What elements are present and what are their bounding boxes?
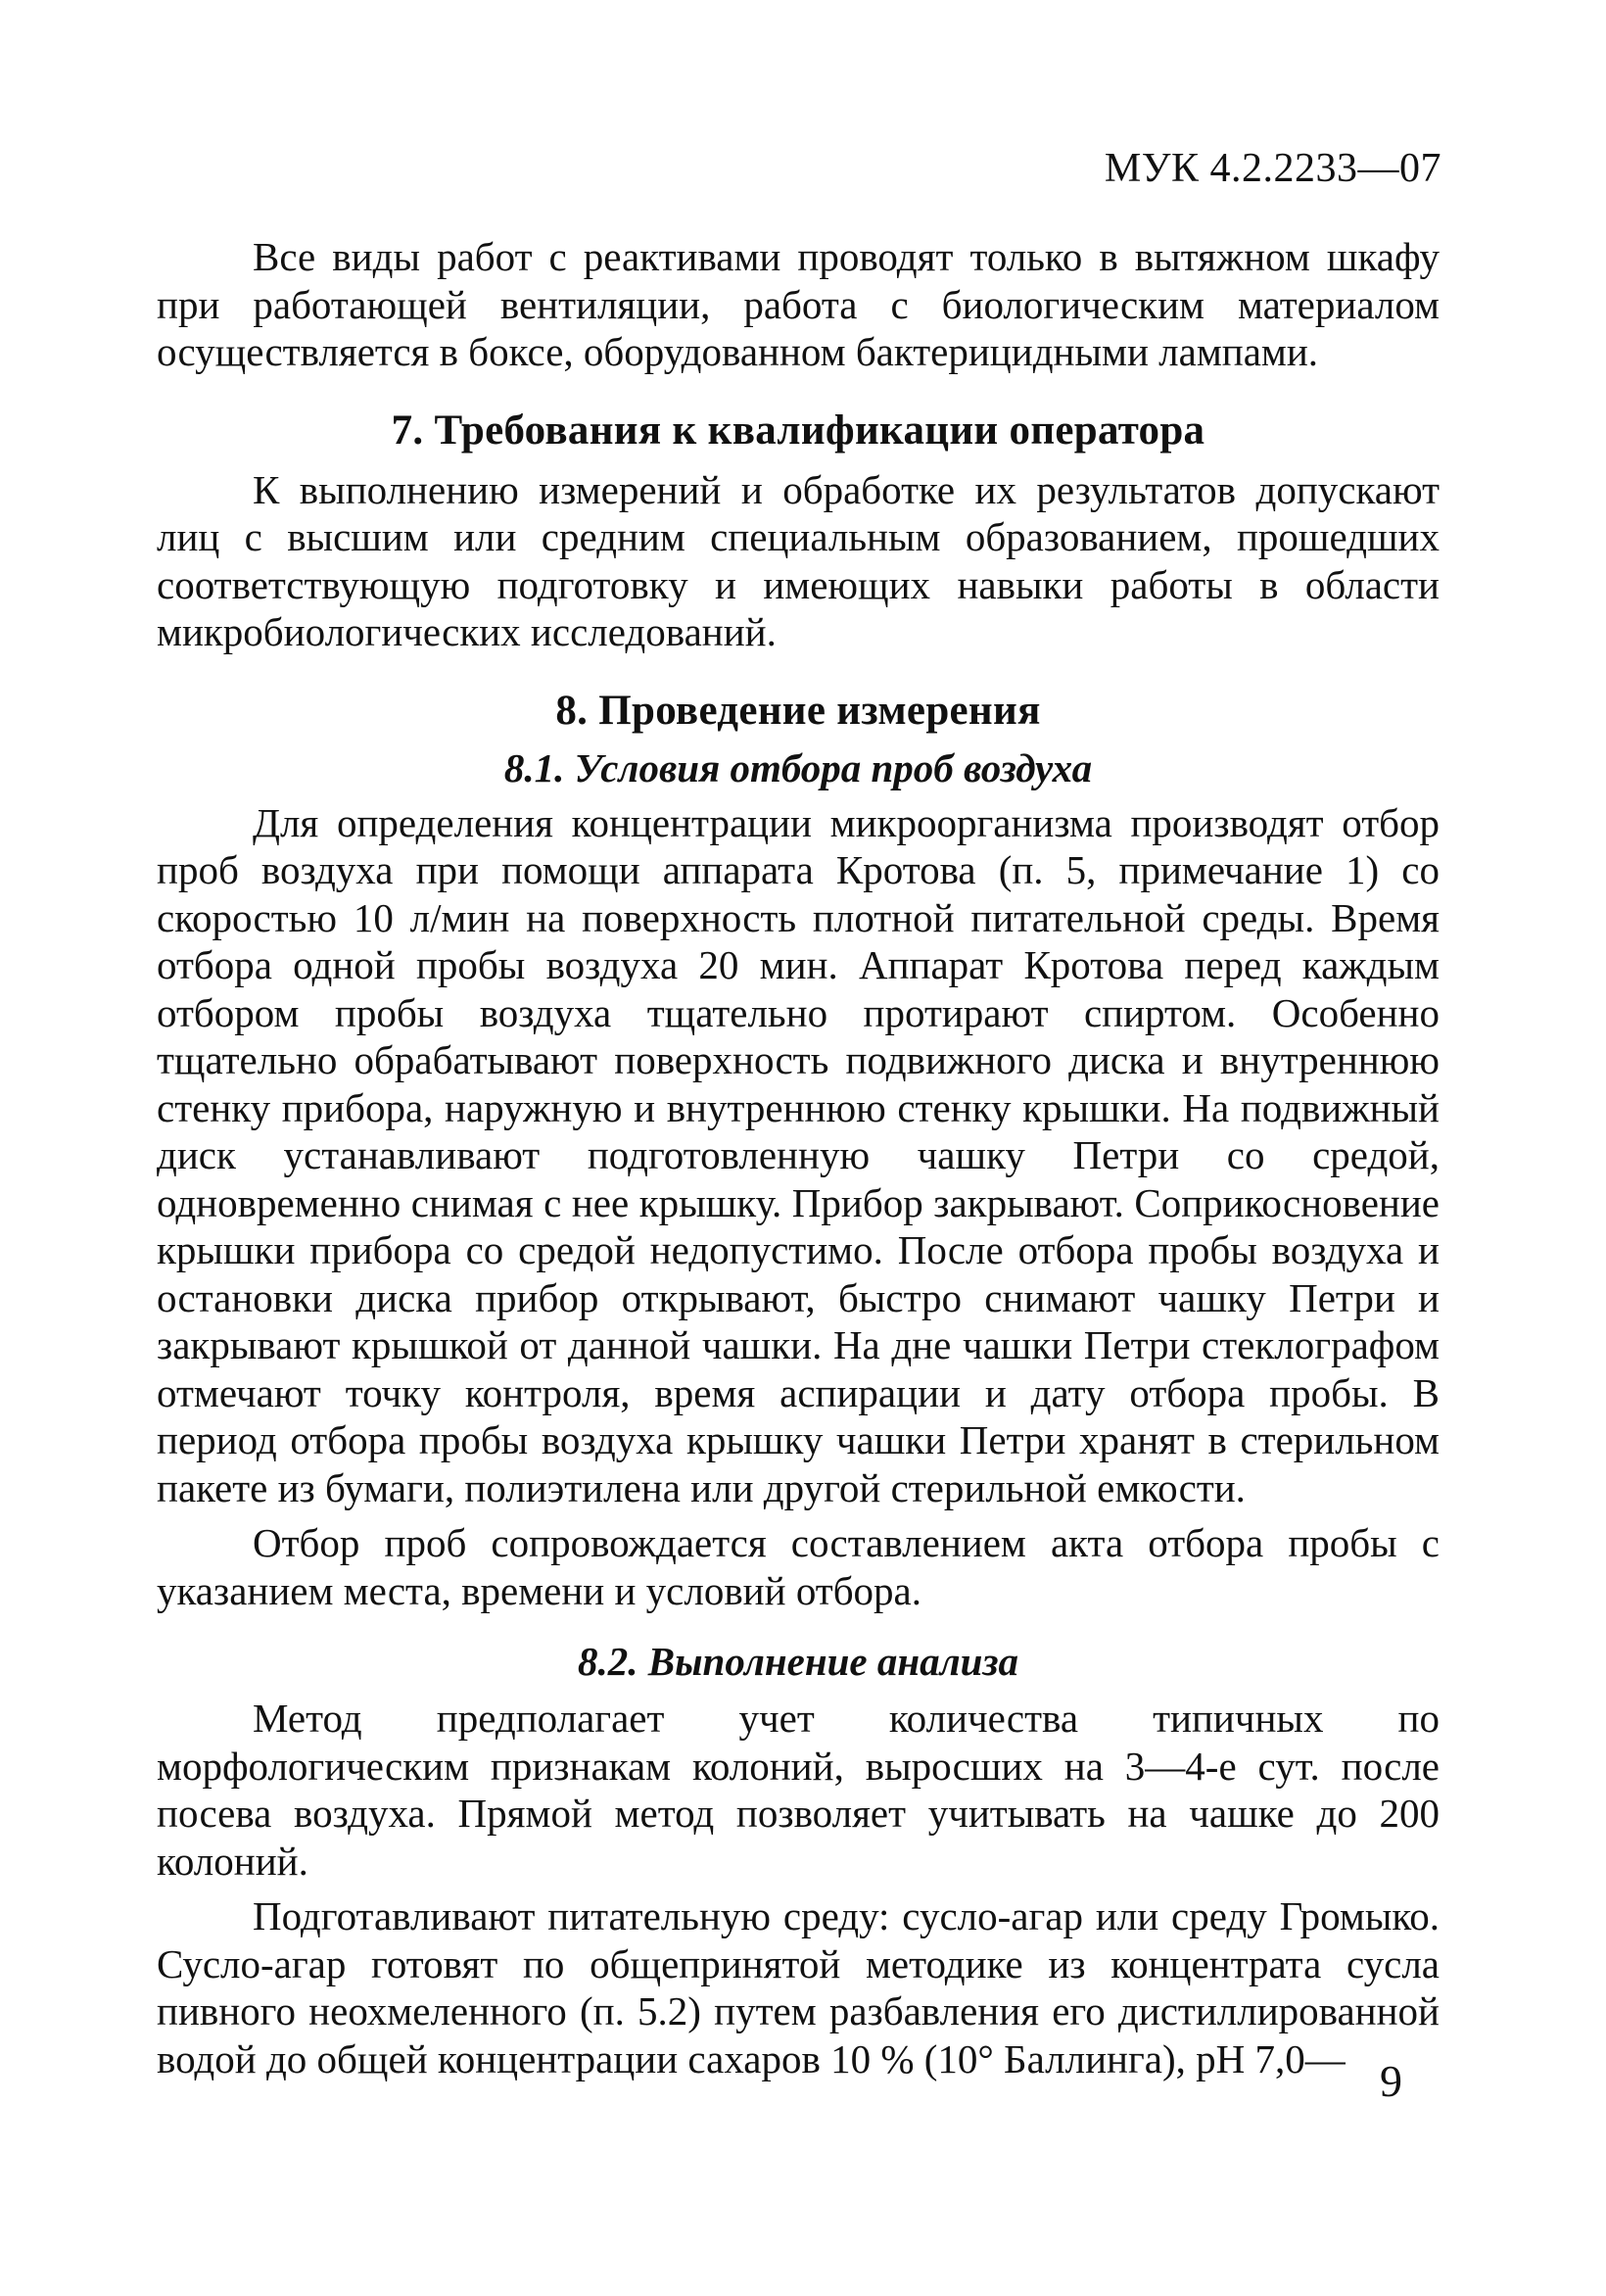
subsection-8-2-paragraph-1: Метод предполагает учет количества типичных по морфологическим признакам колоний, выросших на 3—4-е сут. после посева воздуха. Прямой метод позволяет учитывать на чашке до 200 колоний.: [157, 1696, 1440, 1884]
subsection-8-1-heading: 8.1. Условия отбора проб воздуха: [503, 744, 1093, 790]
page-content: [157, 233, 1440, 2082]
section-7-paragraph: К выполнению измерений и обработке их результатов допускают лиц с высшим или средним специальным образованием, прошедших соответствующую подготовку и имеющих навыки работы в области микробиологических исследований.: [157, 466, 1440, 654]
section-8-heading: 8. Проведение измерения: [555, 687, 1041, 734]
subsection-8-2-heading: 8.2. Выполнение анализа: [578, 1639, 1018, 1684]
subsection-8-1-paragraph-2: Отбор проб сопровождается составлением акта отбора пробы с указанием места, времени и условий отбора.: [157, 1520, 1440, 1613]
page-number: 9: [1380, 2056, 1402, 2106]
section-7-heading: 7. Требования к квалификации оператора: [391, 407, 1205, 454]
document-code-header: МУК 4.2.2233—07: [1104, 146, 1441, 191]
subsection-8-1-paragraph-1: Для определения концентрации микроорганизма производят отбор проб воздуха при помощи аппарата Кротова (п. 5, примечание 1) со скоростью 10 л/мин на поверхность плотной питательной среды. Время отбора одной пробы воздуха 20 мин. Аппарат Кротова перед каждым отбором пробы воздуха тщательно протирают спиртом. Особенно тщательно обрабатывают поверхность подвижного диска и внутреннюю стенку прибора, наружную и внутреннюю стенку крышки. На подвижный диск устанавливают подготовленную чашку Петри со средой, одновременно снимая с нее крышку. Прибор закрывают. Соприкосновение крышки прибора со средой недопустимо. После отбора пробы воздуха и остановки диска прибор открывают, быстро снимают чашку Петри и закрывают крышкой от данной чашки. На дне чашки Петри стеклографом отмечают точку контроля, время аспирации и дату отбора пробы. В период отбора пробы воздуха крышку чашки Петри хранят в стерильном пакете из бумаги, полиэтилена или другой стерильной емкости.: [157, 799, 1440, 1510]
subsection-8-2-paragraph-2: Подготавливают питательную среду: сусло-агар или среду Громыко. Сусло-агар готовят по общепринятой методике из концентрата сусла пивного неохмеленного (п. 5.2) путем разбавления его дистиллированной водой до общей концентрации сахаров 10 % (10° Баллинга), рН 7,0—: [157, 1893, 1440, 2081]
intro-paragraph: Все виды работ с реактивами проводят только в вытяжном шкафу при работающей вентиляции, работа с биологическим материалом осуществляется в боксе, оборудованном бактерицидными лампами.: [157, 234, 1440, 374]
